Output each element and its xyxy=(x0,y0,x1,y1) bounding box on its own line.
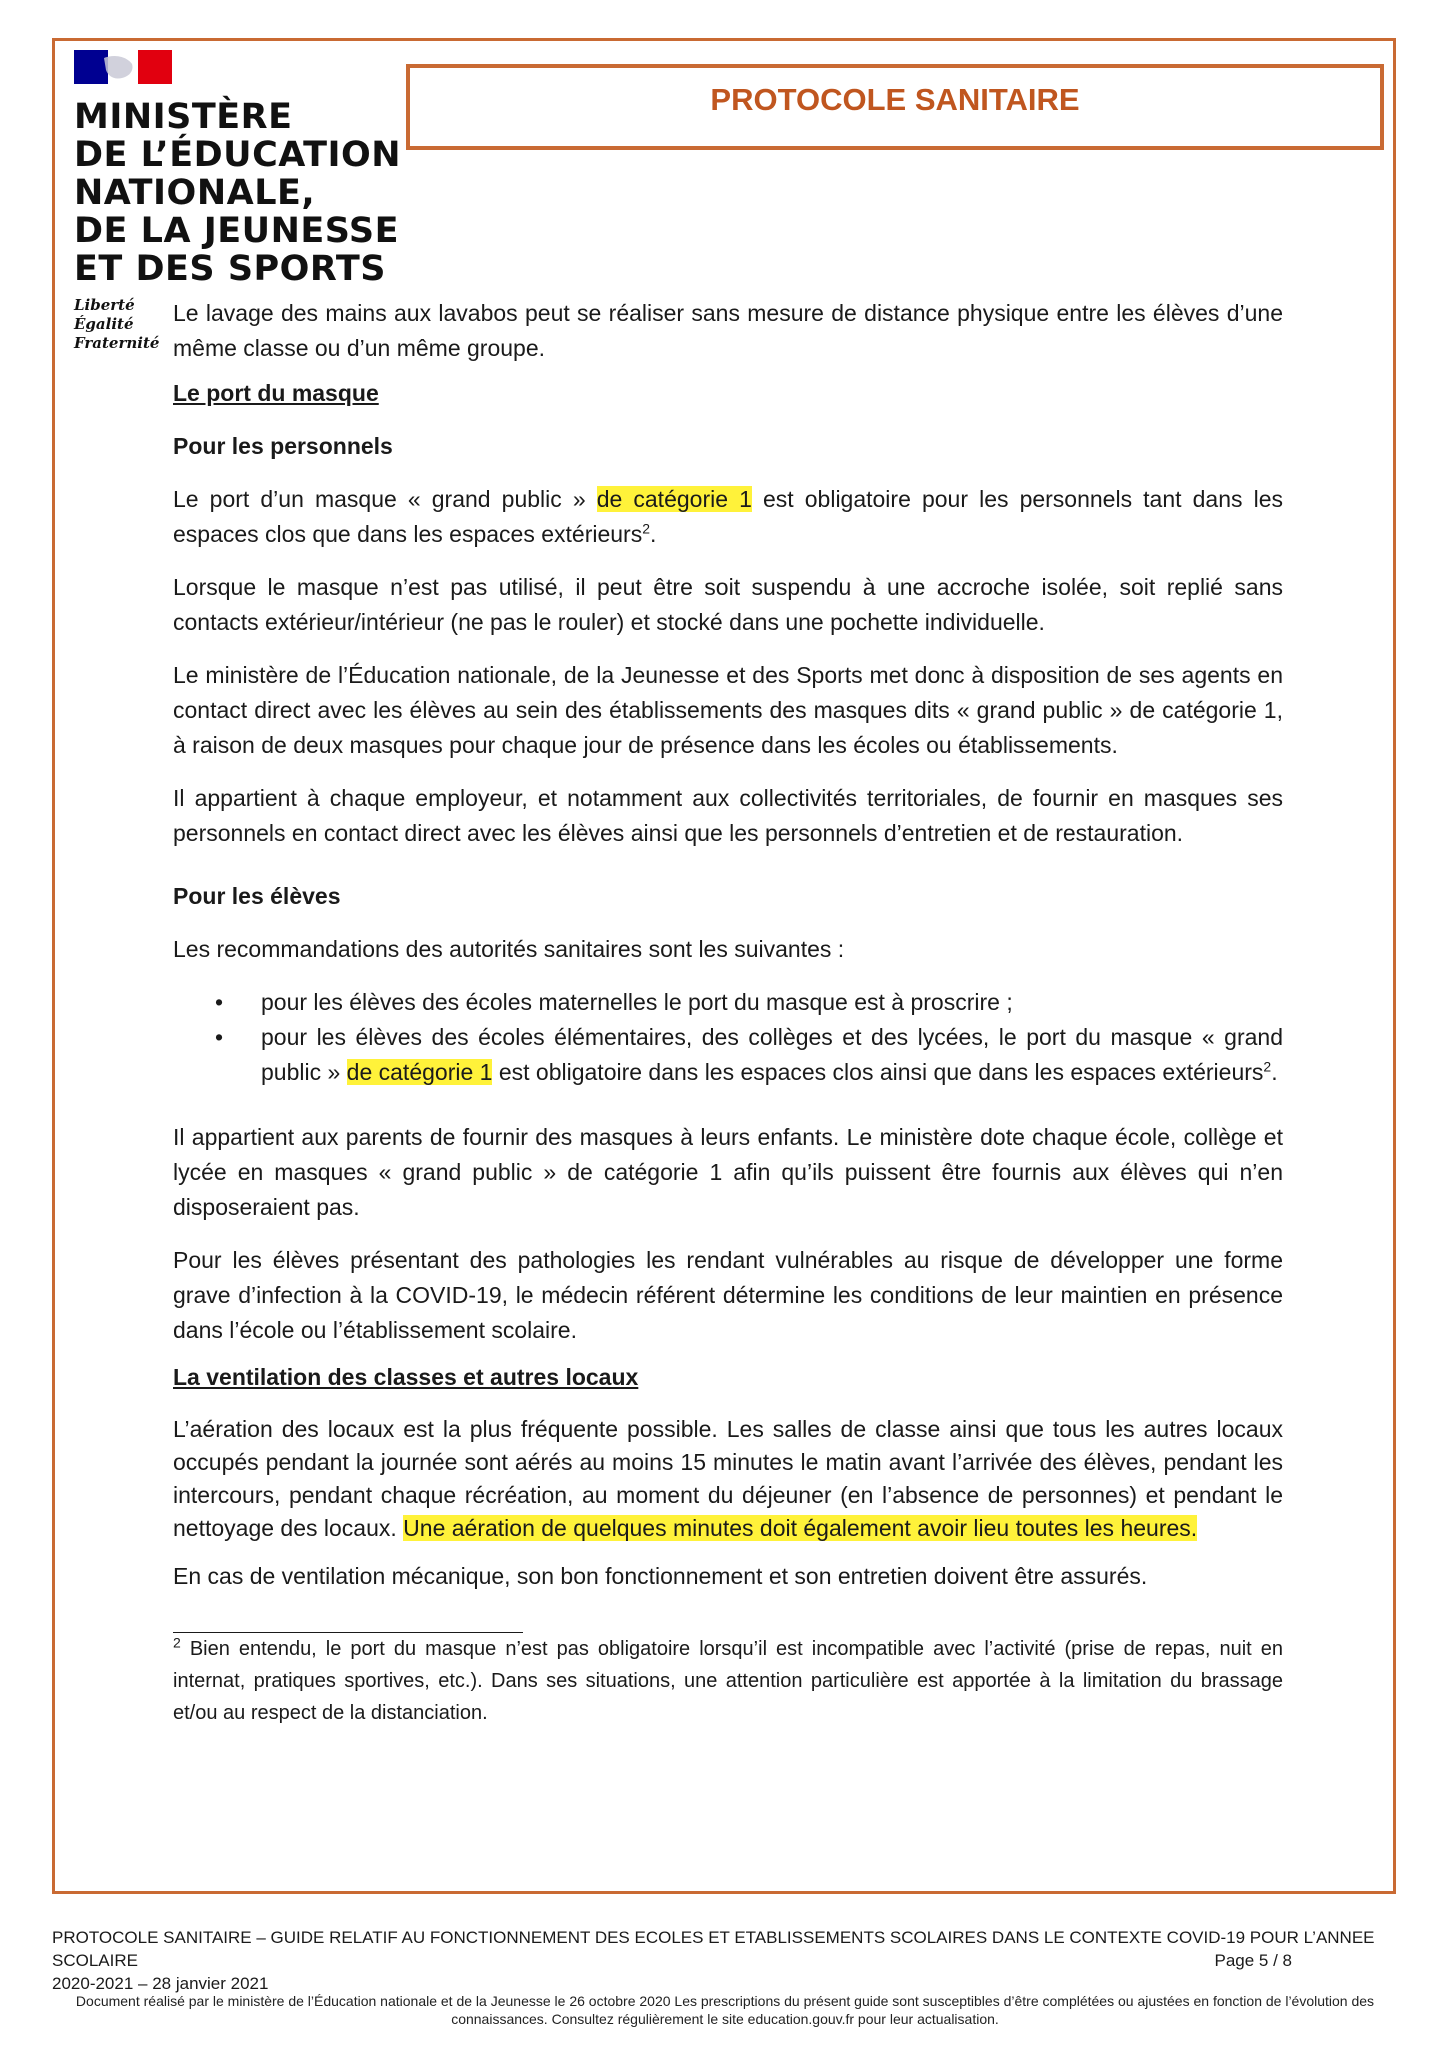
motto-line: Égalité xyxy=(74,315,134,333)
footnote-ref[interactable]: 2 xyxy=(642,520,651,537)
ministry-line: ET DES SPORTS xyxy=(74,249,386,289)
paragraph-personnels-4: Il appartient à chaque employeur, et notamment aux collectivités territoriales, de fournir en masques ses personnels en contact direct avec les élèves ainsi que les personnels d’entretien et de restauration. xyxy=(173,785,1283,846)
footer-line-1: PROTOCOLE SANITAIRE – GUIDE RELATIF AU FONCTIONNEMENT DES ECOLES ET ETABLISSEMENTS SCOLAIRES DANS LE CONTEXTE COVID-19 POUR L’ANNEE SCOLAIRE xyxy=(52,1928,1375,1970)
list-item-text: est obligatoire dans les espaces clos ainsi que dans les espaces extérieurs xyxy=(492,1059,1264,1085)
section-heading-ventilation xyxy=(173,1360,1283,1395)
footnote xyxy=(173,1633,1283,1729)
list-item-text: pour les élèves des écoles maternelles le port du masque est à proscrire ; xyxy=(261,989,1013,1015)
ministry-line: MINISTÈRE xyxy=(74,97,293,137)
ministry-line: NATIONALE, xyxy=(74,173,316,213)
subheading-eleves: Pour les élèves xyxy=(173,883,341,909)
list-item-text: pour les élèves des écoles élémentaires, des collèges et des lycées, le port du masque « grand public » xyxy=(261,1024,1283,1085)
paragraph-lavage: Le lavage des mains aux lavabos peut se réaliser sans mesure de distance physique entre les élèves d’une même classe ou d’un même groupe. xyxy=(173,300,1283,361)
text-run: . xyxy=(650,521,657,547)
disclaimer: Document réalisé par le ministère de l’Éducation nationale et de la Jeunesse le 26 octobre 2020 Les prescriptions du présent guide sont susceptibles d’être complétées ou ajustées en fonction de l’évolution des connaissances. Consultez régulièrement le site education.gouv.fr pour leur actualisation. xyxy=(75,1993,1375,2027)
highlight: de catégorie 1 xyxy=(346,1059,493,1085)
highlight: Une aération de quelques minutes doit également avoir lieu toutes les heures. xyxy=(403,1515,1198,1541)
page-footer xyxy=(52,1926,1396,1995)
republic-motto xyxy=(74,296,159,353)
motto-line: Fraternité xyxy=(74,334,160,352)
section-heading-masque xyxy=(173,376,1283,411)
footnote-number: 2 xyxy=(173,1634,181,1651)
highlight: de catégorie 1 xyxy=(596,486,752,512)
paragraph-personnels-2: Lorsque le masque n’est pas utilisé, il peut être soit suspendu à une accroche isolée, soit replié sans contacts extérieur/intérieur (ne pas le rouler) et stocké dans une pochette individuelle. xyxy=(173,574,1283,635)
ministry-line: DE L’ÉDUCATION xyxy=(74,135,402,175)
paragraph-eleves-2: Il appartient aux parents de fournir des masques à leurs enfants. Le ministère dote chaque école, collège et lycée en masques « grand public » de catégorie 1 afin qu’ils puissent être fournis aux élèves qui n’en disposeraient pas. xyxy=(173,1124,1283,1220)
document-title-box xyxy=(406,64,1384,150)
paragraph-ventilation-2: En cas de ventilation mécanique, son bon fonctionnement et son entretien doivent être assurés. xyxy=(173,1563,1148,1589)
recommendations-list xyxy=(173,985,1283,1090)
text-run: est obligatoire pour les personnels tant dans les espaces clos que dans les espaces extérieurs xyxy=(173,486,1283,547)
list-item xyxy=(173,985,1283,1020)
paragraph-ventilation-1 xyxy=(173,1413,1283,1545)
list-item-text: . xyxy=(1271,1059,1278,1085)
bullet-icon: • xyxy=(215,1024,224,1050)
marianne-flag-icon xyxy=(74,50,172,84)
paragraph-personnels-1 xyxy=(173,482,1283,552)
list-item xyxy=(173,1020,1283,1090)
footnote-ref[interactable]: 2 xyxy=(1263,1058,1272,1075)
page-number: Page 5 / 8 xyxy=(1214,1951,1292,1970)
bullet-icon: • xyxy=(215,989,224,1015)
subheading-personnels: Pour les personnels xyxy=(173,433,393,459)
ministry-line: DE LA JEUNESSE xyxy=(74,211,400,251)
footnote-text: Bien entendu, le port du masque n’est pas obligatoire lorsqu’il est incompatible avec l’activité (prise de repas, nuit en internat, pratiques sportives, etc.). Dans ses situations, une attention particulière est apportée à la limitation du brassage et/ou au respect de la distanciation. xyxy=(173,1638,1283,1724)
section-heading-text: Le port du masque xyxy=(173,380,379,406)
text-run: L’aération des locaux est la plus fréquente possible. Les salles de classe ainsi que tous les autres locaux occupés pendant la journée sont aérés au moins 15 minutes le matin avant l’arrivée des élèves, pendant les intercours, pendant chaque récréation, au moment du déjeuner (en l’absence de personnes) et pendant le nettoyage des locaux. xyxy=(173,1416,1283,1541)
main-content xyxy=(173,296,1283,1729)
document-title: PROTOCOLE SANITAIRE xyxy=(710,82,1080,117)
paragraph-personnels-3: Le ministère de l’Éducation nationale, de la Jeunesse et des Sports met donc à disposition de ses agents en contact direct avec les élèves au sein des établissements des masques dits « grand public » de catégorie 1, à raison de deux masques pour chaque jour de présence dans les écoles ou établissements. xyxy=(173,662,1283,758)
text-run: Le port d’un masque « grand public » xyxy=(173,486,597,512)
paragraph-eleves-intro: Les recommandations des autorités sanitaires sont les suivantes : xyxy=(173,936,845,962)
paragraph-eleves-3: Pour les élèves présentant des pathologies les rendant vulnérables au risque de développer une forme grave d’infection à la COVID-19, le médecin référent détermine les conditions de leur maintien en présence dans l’école ou l’établissement scolaire. xyxy=(173,1247,1283,1343)
section-heading-text: La ventilation des classes et autres locaux xyxy=(173,1364,639,1390)
ministry-name xyxy=(74,98,404,288)
motto-line: Liberté xyxy=(74,296,135,314)
footer-line-2: 2020-2021 – 28 janvier 2021 xyxy=(52,1974,269,1993)
